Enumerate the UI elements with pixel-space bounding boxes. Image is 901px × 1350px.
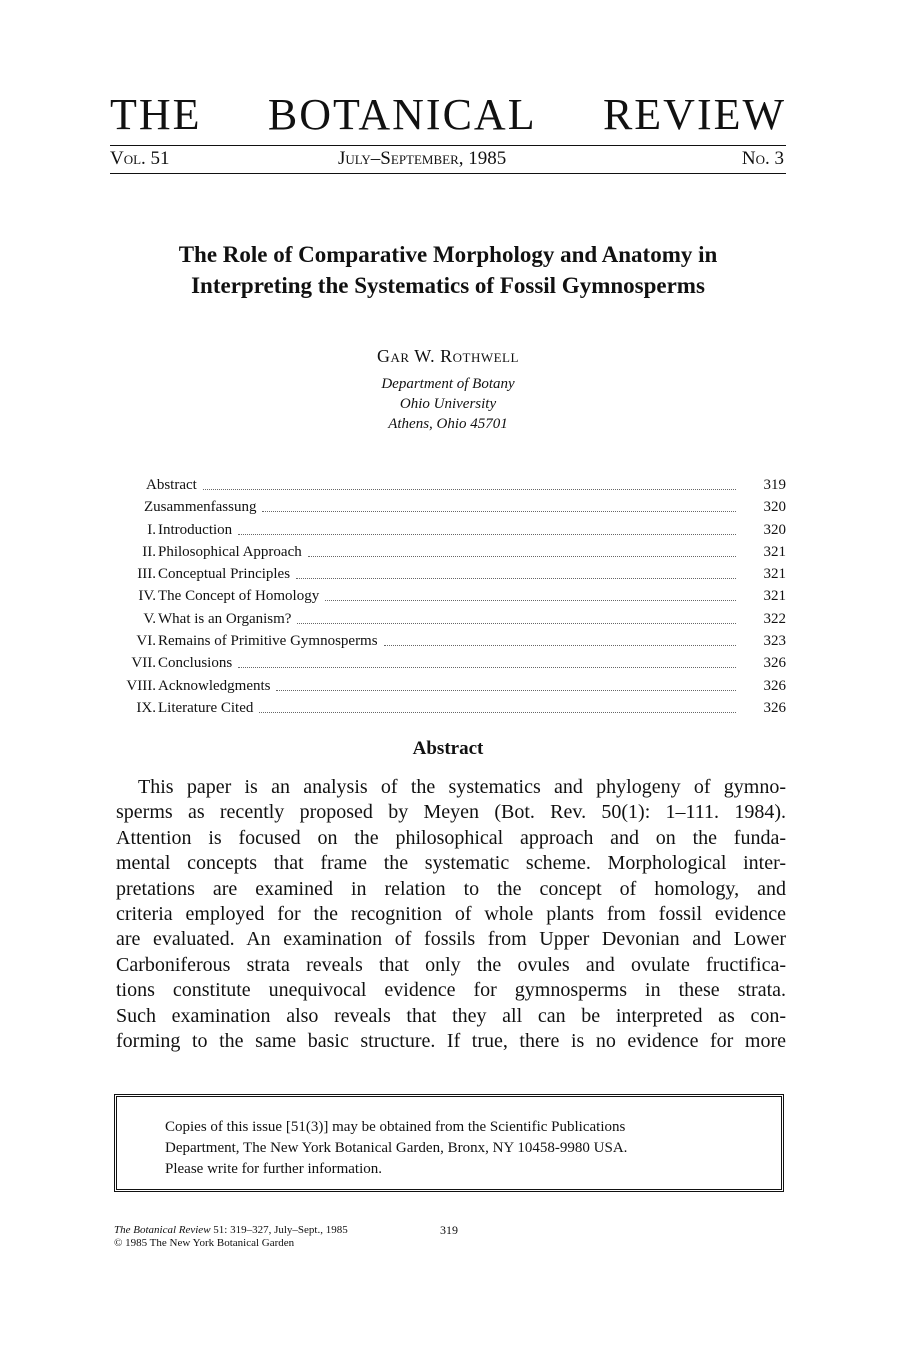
toc-entry-title: Acknowledgments [158,677,271,694]
abstract-line: Such examination also reveals that they all can be interpreted as con- [116,1004,786,1027]
toc-entry [110,541,786,563]
article-title-line: Interpreting the Systematics of Fossil Gymnosperms [191,273,705,298]
toc-dot-leader [325,600,736,601]
notice-line: Department, The New York Botanical Garden, Bronx, NY 10458-9980 USA. [165,1140,628,1156]
toc-entry-page: 320 [763,521,786,538]
footer-citation-details: 51: 319–327, July–Sept., 1985 [210,1224,348,1236]
page-footer [114,1223,458,1250]
abstract-line: Attention is focused on the philosophical approach and on the funda- [116,826,786,849]
abstract-line: Carboniferous strata reveals that only the ovules and ovulate fructifica- [116,953,786,976]
toc-entry-page: 323 [763,633,786,650]
header-rule-bottom [110,173,786,174]
abstract-line: are evaluated. An examination of fossils from Upper Devonian and Lower [116,928,786,951]
toc-dot-leader [276,690,736,691]
abstract-line: sperms as recently proposed by Meyen (Bot. Rev. 50(1): 1–111. 1984). [116,801,786,824]
toc-entry-page: 321 [763,566,786,583]
toc-entry-title: Introduction [158,521,233,538]
article-title-line: The Role of Comparative Morphology and Anatomy in [178,242,718,267]
abstract-line: mental concepts that frame the systematic scheme. Morphological inter- [116,852,786,875]
footer-citation [114,1224,348,1237]
toc-entry-title: Conceptual Principles [158,566,291,583]
toc-dot-leader [262,511,736,512]
author-name: Gar W. Rothwell [377,346,519,366]
toc-entry-number: V. [143,610,156,627]
journal-title-word: REVIEW [602,90,786,139]
toc-entry-number: IV. [138,588,156,605]
toc-entry [110,496,786,518]
issue-number: No. 3 [741,148,784,169]
notice-box [114,1094,784,1192]
toc-entry-page: 320 [763,499,786,516]
abstract-line: criteria employed for the recognition of whole plants from fossil evidence [116,902,786,925]
toc-entry [110,519,786,541]
toc-entry [110,697,786,719]
footer-copyright: © 1985 The New York Botanical Garden [114,1237,295,1249]
toc-entry-page: 321 [763,543,786,560]
journal-title-word: BOTANICAL [267,90,537,139]
toc-entry-page: 321 [763,588,786,605]
table-of-contents [110,474,786,719]
toc-dot-leader [259,712,736,713]
toc-entry [110,652,786,674]
toc-entry-number: I. [147,521,156,538]
toc-entry-page: 319 [763,477,786,493]
journal-title-word: THE [110,90,202,139]
issue-date: July–September, 1985 [338,148,507,169]
header-rule-top [110,145,786,146]
toc-entry-number: IX. [136,699,156,716]
journal-title [110,90,786,140]
toc-entry-number: VIII. [126,677,156,694]
toc-dot-leader [238,534,736,535]
affiliation-address: Athens, Ohio 45701 [388,416,508,432]
toc-entry-page: 326 [763,677,786,694]
notice-text [165,1117,765,1180]
toc-dot-leader [238,667,736,668]
toc-dot-leader [203,489,736,490]
toc-entry [110,630,786,652]
footer-journal-name: The Botanical Review [114,1224,211,1236]
toc-entry-page: 326 [763,699,786,716]
issue-line [110,148,786,170]
toc-dot-leader [297,623,736,624]
toc-entry-title: Conclusions [158,655,233,672]
page-number: 319 [440,1223,458,1237]
toc-entry-title: Zusammenfassung [144,499,257,516]
toc-entry-title: The Concept of Homology [158,588,320,605]
toc-entry-number: VII. [131,655,156,672]
article-title [110,239,786,301]
affiliation-university: Ohio University [399,396,497,412]
abstract-heading: Abstract [412,738,484,759]
abstract-body [116,775,786,1054]
abstract-line: This paper is an analysis of the systematics and phylogeny of gymno- [138,776,786,798]
toc-entry [110,474,786,496]
notice-line: Copies of this issue [51(3)] may be obtained from the Scientific Publications [165,1119,626,1135]
toc-entry-number: VI. [136,633,156,650]
toc-dot-leader [384,645,736,646]
toc-dot-leader [308,556,736,557]
abstract-line: pretations are examined in relation to the concept of homology, and [116,877,786,900]
toc-entry [110,585,786,607]
notice-line: Please write for further information. [165,1161,383,1177]
toc-entry [110,675,786,697]
abstract-line: forming to the same basic structure. If true, there is no evidence for more [116,1029,786,1052]
toc-entry-title: Literature Cited [158,699,254,716]
toc-entry-title: Abstract [146,477,197,493]
toc-entry-title: What is an Organism? [158,610,292,627]
toc-entry-number: III. [137,566,156,583]
toc-dot-leader [296,578,736,579]
toc-entry-page: 326 [763,655,786,672]
toc-entry [110,563,786,585]
toc-entry [110,608,786,630]
affiliation-department: Department of Botany [381,376,515,392]
toc-entry-number: II. [142,543,156,560]
toc-entry-page: 322 [763,610,786,627]
toc-entry-title: Philosophical Approach [158,543,302,560]
abstract-line: tions constitute unequivocal evidence for gymnosperms in these strata. [116,979,786,1002]
volume-label: Vol. 51 [110,148,170,169]
toc-entry-title: Remains of Primitive Gymnosperms [158,633,378,650]
